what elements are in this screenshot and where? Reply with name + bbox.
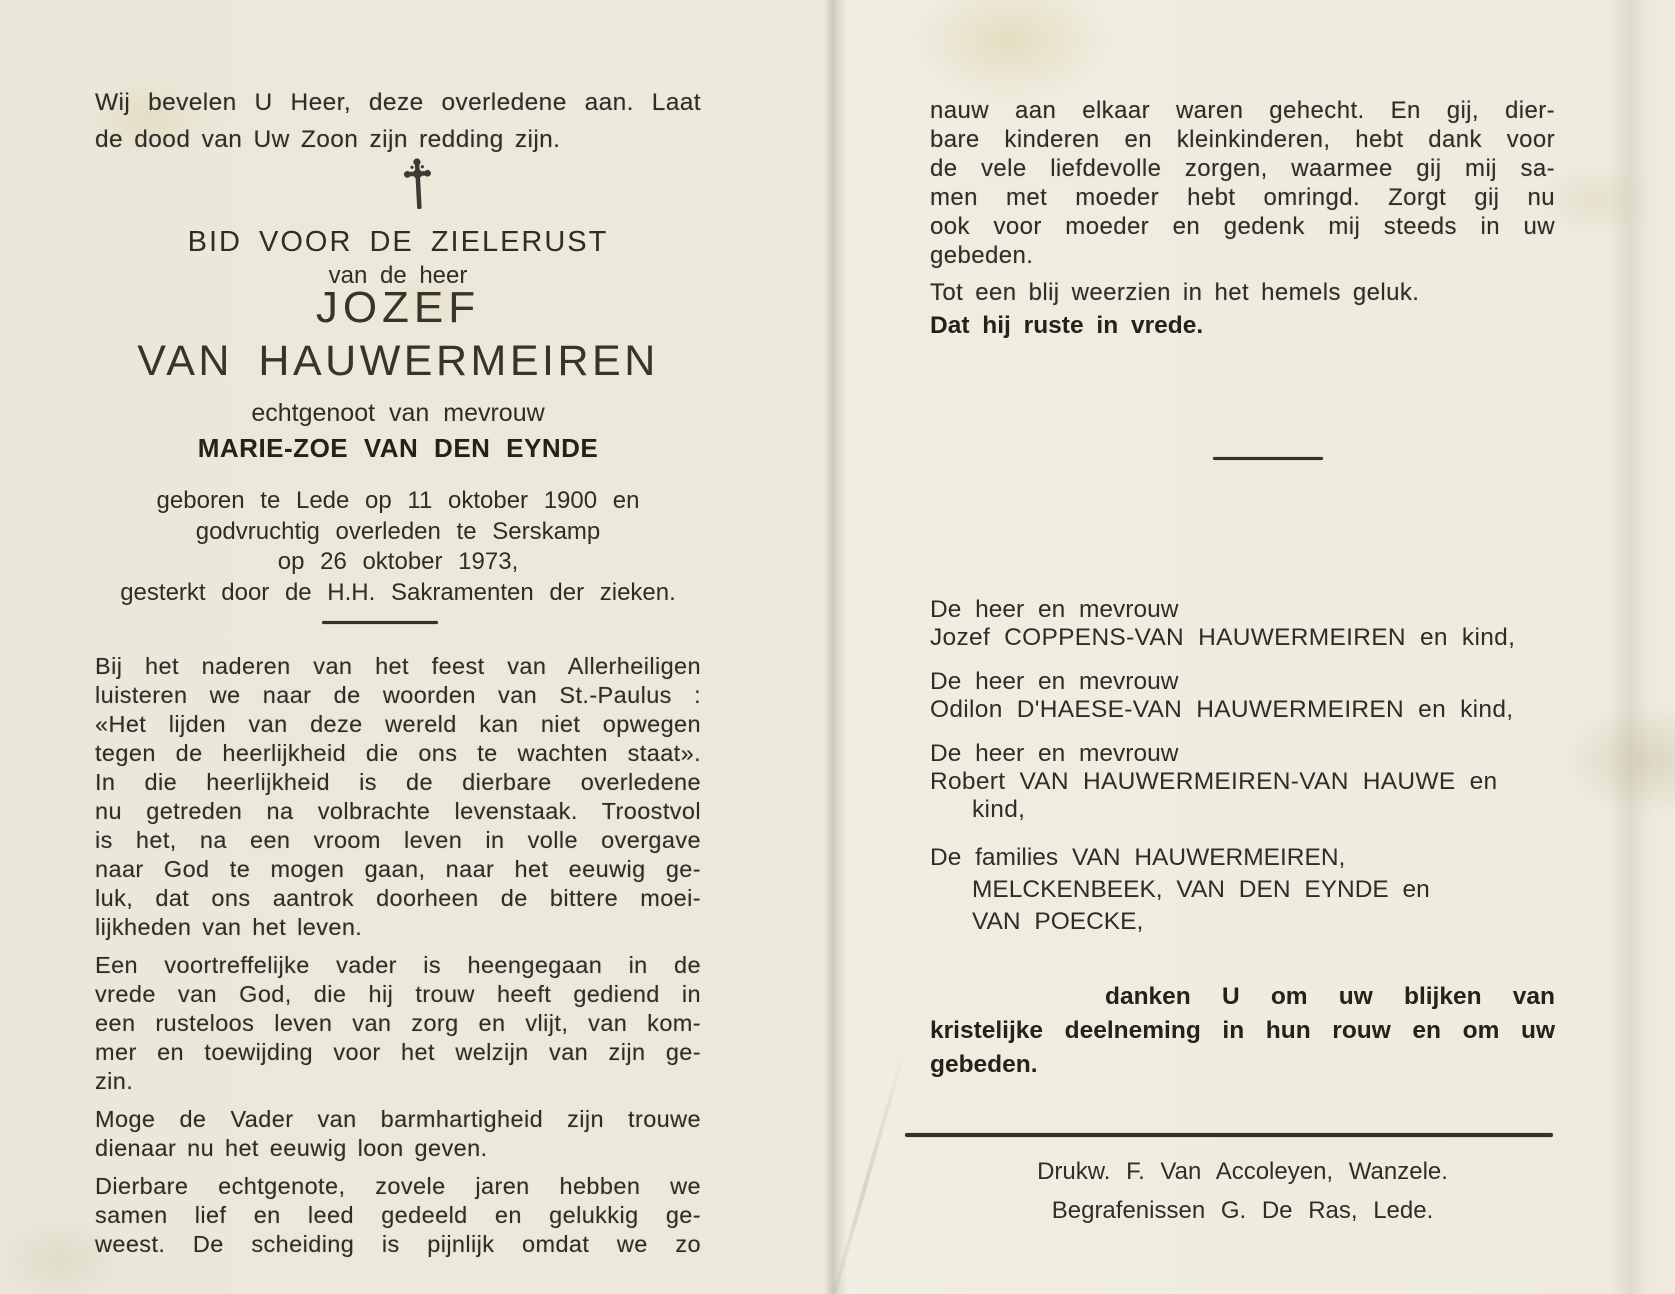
text-line: de vele liefdevolle zorgen, waarmee gij mij sa-: [930, 155, 1555, 182]
families-list: [930, 842, 1555, 938]
text-line: is het, na een vroom leven in volle overgave: [95, 827, 701, 853]
text-line: nauw aan elkaar waren gehecht. En gij, dier-: [930, 97, 1555, 124]
paragraph-vader: [95, 951, 701, 1096]
relative-name: Jozef COPPENS-VAN HAUWERMEIREN en kind,: [930, 624, 1516, 651]
relatives-list: [930, 596, 1555, 840]
text-line: nu getreden na volbrachte levenstaak. Troostvol: [95, 798, 701, 824]
text-line: mer en toewijding voor het welzijn van zijn ge-: [95, 1039, 701, 1065]
text-line: luisteren we naar de woorden van St.-Paulus :: [95, 682, 701, 708]
text-line: gebeden.: [930, 242, 1034, 269]
paragraph-allerheiligen: [95, 652, 701, 942]
text-line: Een voortreffelijke vader is heengegaan in de: [95, 952, 701, 978]
text-line: samen lief en leed gedeeld en gelukkig ge-: [95, 1202, 701, 1228]
text-line: lijkheden van het leven.: [95, 914, 363, 940]
families-line: VAN POECKE,: [972, 908, 1144, 935]
rest-in-peace-line: Dat hij ruste in vrede.: [930, 312, 1204, 339]
section-divider-rule: [322, 621, 438, 624]
relative-name-wrap: kind,: [972, 796, 1026, 823]
relative-salutation: De heer en mevrouw: [930, 668, 1179, 695]
title-subline: van de heer: [328, 262, 468, 289]
footer-rule: [905, 1133, 1553, 1137]
paragraph-echtgenote: [95, 1172, 701, 1259]
text-line: men met moeder hebt omringd. Zorgt gij nu: [930, 184, 1555, 211]
vitals-line: op 26 oktober 1973,: [277, 548, 519, 575]
deceased-first-name: JOZEF: [315, 283, 481, 332]
vitals-line: geboren te Lede op 11 oktober 1900 en: [156, 487, 640, 514]
thanks-line: kristelijke deelneming in hun rouw en om uw: [930, 1017, 1555, 1044]
continuation-paragraph: [930, 96, 1555, 270]
text-line: vrede van God, die hij trouw heeft gediend in: [95, 981, 701, 1007]
paper-crease: [821, 1045, 908, 1294]
deceased-last-name: VAN HAUWERMEIREN: [137, 337, 659, 385]
birth-death-details: [95, 486, 701, 608]
relative-entry: [930, 596, 1555, 652]
families-line: MELCKENBEEK, VAN DEN EYNDE en: [972, 876, 1430, 903]
left-page-body: [95, 652, 701, 1259]
text-line: naar God te mogen gaan, naar het eeuwig ge-: [95, 856, 701, 882]
text-line: Dierbare echtgenote, zovele jaren hebben we: [95, 1173, 701, 1199]
text-line: Moge de Vader van barmhartigheid zijn trouwe: [95, 1106, 701, 1132]
thanks-line: danken U om uw blijken van: [1105, 983, 1555, 1010]
thanks-line: gebeden.: [930, 1051, 1038, 1078]
relative-entry: [930, 740, 1555, 824]
text-line: ook voor moeder en gedenk mij steeds in uw: [930, 213, 1555, 240]
relative-salutation: De heer en mevrouw: [930, 740, 1179, 767]
farewell-line: Tot een blij weerzien in het hemels geluk.: [930, 279, 1420, 306]
text-line: zin.: [95, 1068, 134, 1094]
spouse-label: echtgenoot van mevrouw: [251, 399, 545, 427]
text-line: «Het lijden van deze wereld kan niet opwegen: [95, 711, 701, 737]
center-divider-rule: [1213, 457, 1323, 460]
text-line: tegen de heerlijkheid die ons te wachten staat».: [95, 740, 701, 766]
latin-cross-icon: [403, 156, 433, 221]
thanks-note: [930, 980, 1555, 1082]
vitals-line: gesterkt door de H.H. Sakramenten der zieken.: [120, 578, 676, 606]
opening-prayer: [95, 84, 701, 158]
paragraph-moge: [95, 1105, 701, 1163]
text-line: Bij het naderen van het feest van Allerheiligen: [95, 653, 701, 679]
text-line: Wij bevelen U Heer, deze overledene aan. Laat: [95, 89, 701, 116]
relative-entry: [930, 668, 1555, 724]
vitals-line: godvruchtig overleden te Serskamp: [195, 517, 601, 545]
text-line: weest. De scheiding is pijnlijk omdat we zo: [95, 1231, 701, 1257]
families-line: De families VAN HAUWERMEIREN,: [930, 844, 1346, 871]
text-line: luk, dat ons aantrok doorheen de bittere moei-: [95, 885, 701, 911]
text-line: bare kinderen en kleinkinderen, hebt dank voor: [930, 126, 1555, 153]
relative-salutation: De heer en mevrouw: [930, 596, 1179, 623]
text-line: dienaar nu het eeuwig loon geven.: [95, 1135, 488, 1161]
text-line: een rusteloos leven van zorg en vlijt, van kom-: [95, 1010, 701, 1036]
card-title: BID VOOR DE ZIELERUST: [187, 226, 609, 258]
text-line: de dood van Uw Zoon zijn redding zijn.: [95, 126, 561, 153]
spouse-name: MARIE-ZOE VAN DEN EYNDE: [197, 433, 599, 463]
relative-name: Robert VAN HAUWERMEIREN-VAN HAUWE en: [930, 768, 1498, 795]
undertaker-credit: Begrafenissen G. De Ras, Lede.: [1051, 1197, 1434, 1224]
text-line: In die heerlijkheid is de dierbare overledene: [95, 769, 701, 795]
printer-credit: Drukw. F. Van Accoleyen, Wanzele.: [1037, 1158, 1448, 1185]
relative-name: Odilon D'HAESE-VAN HAUWERMEIREN en kind,: [930, 696, 1514, 723]
